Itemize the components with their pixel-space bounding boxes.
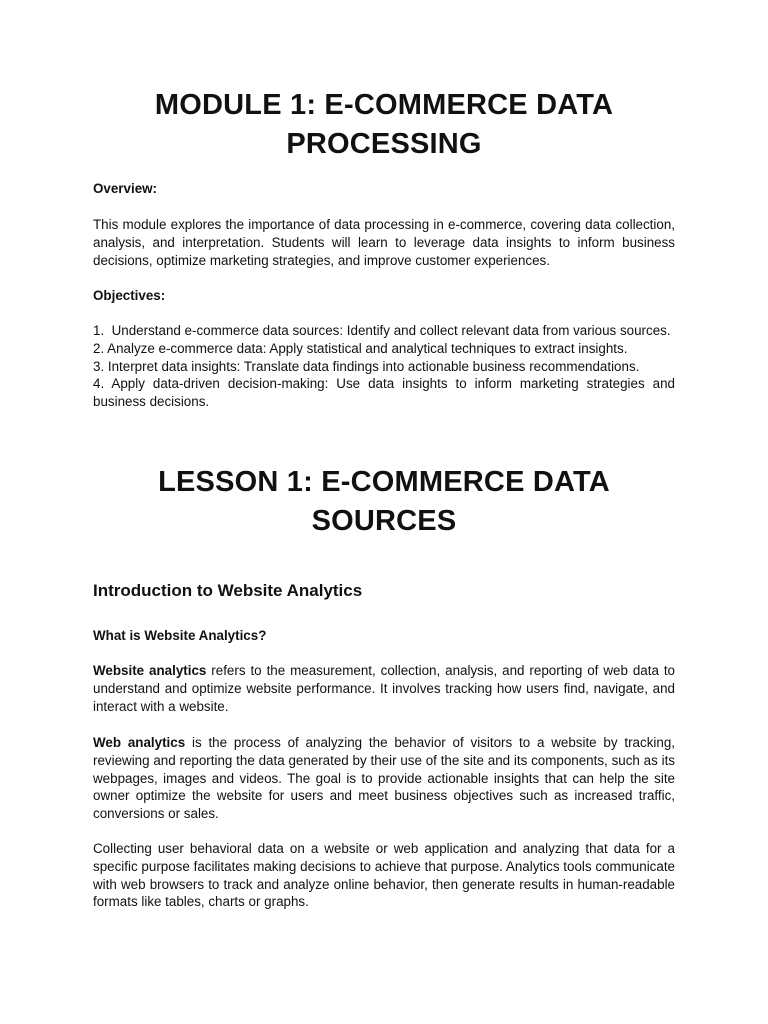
module-title	[93, 86, 675, 164]
lesson-title	[93, 463, 675, 541]
web-analytics-text: is the process of analyzing the behavior of visitors to a website by tracking, reviewing and reporting the data generated by their use of the site and its components, such as its webpages, images and videos. The goal is to provide actionable insights that can help the site owner optimize the website for users and meet business objectives such as increased traffic, conversions or sales.	[93, 735, 675, 822]
module-title-line2: PROCESSING	[286, 128, 482, 160]
objective-item-3: 3. Interpret data insights: Translate data findings into actionable business recommendations.	[93, 358, 640, 374]
objectives-list	[93, 322, 675, 411]
website-analytics-text: refers to the measurement, collection, analysis, and reporting of web data to understand and optimize website performance. It involves tracking how users find, navigate, and interact with a website.	[93, 663, 675, 714]
lesson-title-line1: LESSON 1: E-COMMERCE DATA	[158, 466, 610, 498]
what-is-label: What is Website Analytics?	[93, 628, 267, 643]
overview-paragraph: This module explores the importance of data processing in e-commerce, covering data collection, analysis, and interpretation. Students will learn to leverage data insights to inform business decisions, optimize marketing strategies, and improve customer experiences.	[93, 217, 675, 268]
web-analytics-term: Web analytics	[93, 735, 186, 750]
website-analytics-term: Website analytics	[93, 663, 207, 678]
module-title-line1: MODULE 1: E-COMMERCE DATA	[154, 89, 614, 121]
intro-heading: Introduction to Website Analytics	[93, 581, 363, 600]
collecting-paragraph: Collecting user behavioral data on a website or web application and analyzing that data for a specific purpose facilitates making decisions to achieve that purpose. Analytics tools communicate with web browsers to track and analyze online behavior, then generate results in human-readable formats like tables, charts or graphs.	[93, 841, 675, 910]
web-analytics-paragraph	[93, 734, 675, 823]
website-analytics-paragraph	[93, 662, 675, 715]
lesson-title-line2: SOURCES	[311, 505, 457, 537]
objectives-label: Objectives:	[93, 288, 166, 303]
objective-item-4: 4. Apply data-driven decision-making: Use data insights to inform marketing strategies and business decisions.	[93, 376, 675, 410]
objective-item-1: 1. Understand e-commerce data sources: Identify and collect relevant data from various sources.	[93, 323, 671, 338]
objective-item-2: 2. Analyze e-commerce data: Apply statistical and analytical techniques to extract insights.	[93, 340, 628, 356]
overview-label: Overview:	[93, 181, 158, 196]
